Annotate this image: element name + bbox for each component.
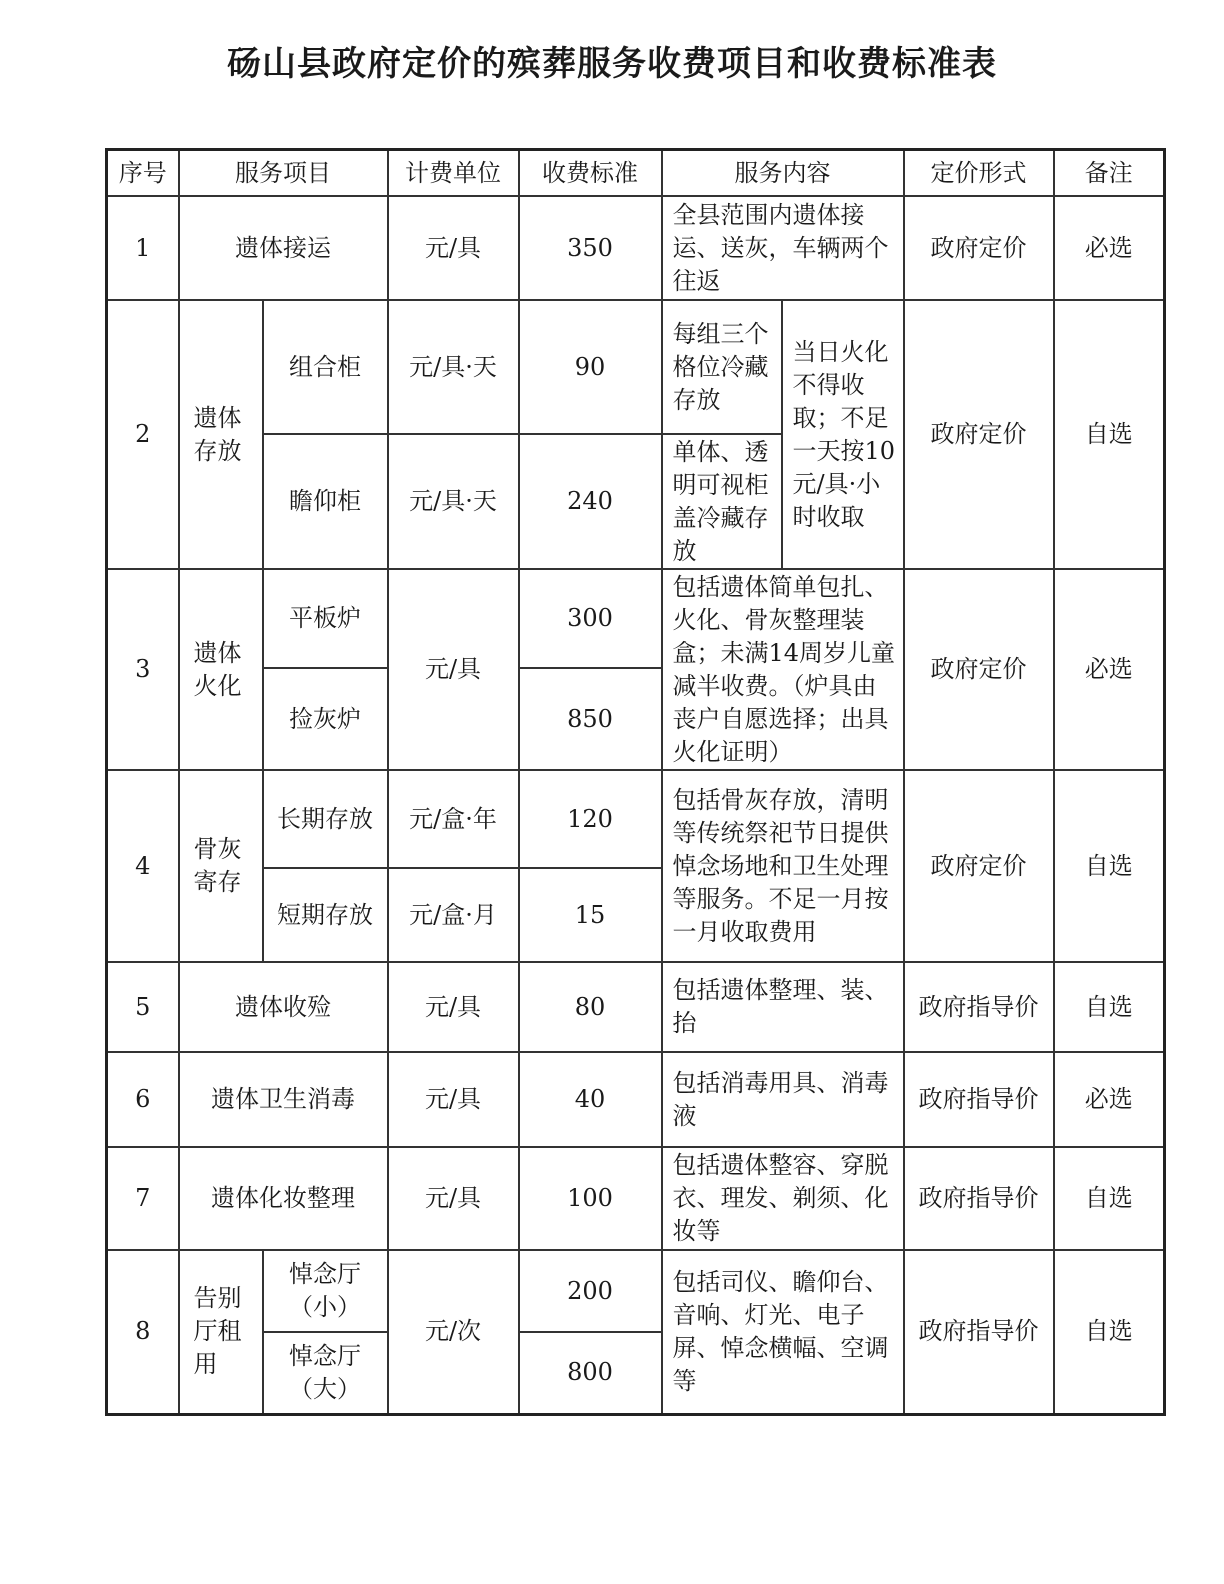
row-content: 每组三个格位冷藏存放 (662, 300, 782, 434)
row-price: 800 (519, 1332, 662, 1414)
row-price: 240 (519, 434, 662, 569)
row-unit: 元/具·天 (388, 434, 519, 569)
row-group: 遗体火化 (179, 569, 263, 770)
fee-table (105, 148, 1166, 1416)
row-no: 1 (107, 196, 179, 300)
row-group: 遗体存放 (179, 300, 263, 569)
row-pricing: 政府定价 (904, 770, 1054, 962)
row-unit: 元/次 (388, 1250, 519, 1414)
row-pricing: 政府指导价 (904, 1147, 1054, 1250)
table-row (107, 569, 1165, 668)
table-row (107, 770, 1165, 868)
row-note: 必选 (1054, 569, 1165, 770)
row-content: 包括遗体简单包扎、火化、骨灰整理装盒；未满14周岁儿童减半收费。（炉具由丧户自愿选择；出具火化证明） (662, 569, 904, 770)
row-content: 单体、透明可视柜盖冷藏存放 (662, 434, 782, 569)
row-unit: 元/盒·年 (388, 770, 519, 868)
row-pricing: 政府定价 (904, 569, 1054, 770)
row-price: 120 (519, 770, 662, 868)
row-price: 90 (519, 300, 662, 434)
row-item: 遗体卫生消毒 (179, 1052, 388, 1147)
page-title: 砀山县政府定价的殡葬服务收费项目和收费标准表 (227, 44, 997, 84)
row-item: 遗体接运 (179, 196, 388, 300)
header-no: 序号 (107, 150, 179, 197)
row-subitem: 悼念厅（大） (263, 1332, 388, 1414)
row-unit: 元/盒·月 (388, 868, 519, 962)
header-item: 服务项目 (179, 150, 388, 197)
table-row (107, 300, 1165, 434)
row-pricing: 政府指导价 (904, 962, 1054, 1052)
row-no: 5 (107, 962, 179, 1052)
row-subitem: 组合柜 (263, 300, 388, 434)
row-content: 包括消毒用具、消毒液 (662, 1052, 904, 1147)
row-pricing: 政府定价 (904, 196, 1054, 300)
row-no: 2 (107, 300, 179, 569)
row-no: 7 (107, 1147, 179, 1250)
row-content: 包括司仪、瞻仰台、音响、灯光、电子屏、悼念横幅、空调等 (662, 1250, 904, 1414)
row-note: 自选 (1054, 1250, 1165, 1414)
header-pricing: 定价形式 (904, 150, 1054, 197)
row-price: 80 (519, 962, 662, 1052)
row-no: 4 (107, 770, 179, 962)
row-content: 包括遗体整容、穿脱衣、理发、剃须、化妆等 (662, 1147, 904, 1250)
row-no: 6 (107, 1052, 179, 1147)
row-item: 遗体收殓 (179, 962, 388, 1052)
row-subitem: 短期存放 (263, 868, 388, 962)
row-note: 自选 (1054, 1147, 1165, 1250)
row-note: 自选 (1054, 770, 1165, 962)
row-unit: 元/具 (388, 196, 519, 300)
row-unit: 元/具 (388, 1147, 519, 1250)
header-content: 服务内容 (662, 150, 904, 197)
row-unit: 元/具 (388, 962, 519, 1052)
row-price: 100 (519, 1147, 662, 1250)
table-row (107, 962, 1165, 1052)
row-content: 全县范围内遗体接运、送灰，车辆两个往返 (662, 196, 904, 300)
row-subitem: 长期存放 (263, 770, 388, 868)
header-note: 备注 (1054, 150, 1165, 197)
row-content: 包括遗体整理、装、抬 (662, 962, 904, 1052)
row-unit: 元/具 (388, 569, 519, 770)
row-subitem: 瞻仰柜 (263, 434, 388, 569)
row-shared-content: 当日火化不得收取；不足一天按10元/具·小时收取 (782, 300, 904, 569)
row-price: 40 (519, 1052, 662, 1147)
table-header-row (107, 150, 1165, 197)
row-group: 骨灰寄存 (179, 770, 263, 962)
header-price: 收费标准 (519, 150, 662, 197)
row-group: 告别厅租用 (179, 1250, 263, 1414)
table-row (107, 196, 1165, 300)
row-content: 包括骨灰存放，清明等传统祭祀节日提供悼念场地和卫生处理等服务。不足一月按一月收取费用 (662, 770, 904, 962)
row-pricing: 政府指导价 (904, 1052, 1054, 1147)
row-subitem: 捡灰炉 (263, 668, 388, 770)
table-row (107, 1250, 1165, 1332)
row-item: 遗体化妆整理 (179, 1147, 388, 1250)
row-price: 300 (519, 569, 662, 668)
table-row (107, 1052, 1165, 1147)
row-note: 自选 (1054, 300, 1165, 569)
row-no: 3 (107, 569, 179, 770)
row-price: 850 (519, 668, 662, 770)
table-row (107, 1147, 1165, 1250)
row-note: 必选 (1054, 1052, 1165, 1147)
row-price: 200 (519, 1250, 662, 1332)
row-pricing: 政府定价 (904, 300, 1054, 569)
row-note: 必选 (1054, 196, 1165, 300)
row-subitem: 悼念厅（小） (263, 1250, 388, 1332)
row-price: 350 (519, 196, 662, 300)
row-unit: 元/具·天 (388, 300, 519, 434)
header-unit: 计费单位 (388, 150, 519, 197)
row-price: 15 (519, 868, 662, 962)
row-note: 自选 (1054, 962, 1165, 1052)
row-pricing: 政府指导价 (904, 1250, 1054, 1414)
row-unit: 元/具 (388, 1052, 519, 1147)
row-subitem: 平板炉 (263, 569, 388, 668)
row-no: 8 (107, 1250, 179, 1414)
